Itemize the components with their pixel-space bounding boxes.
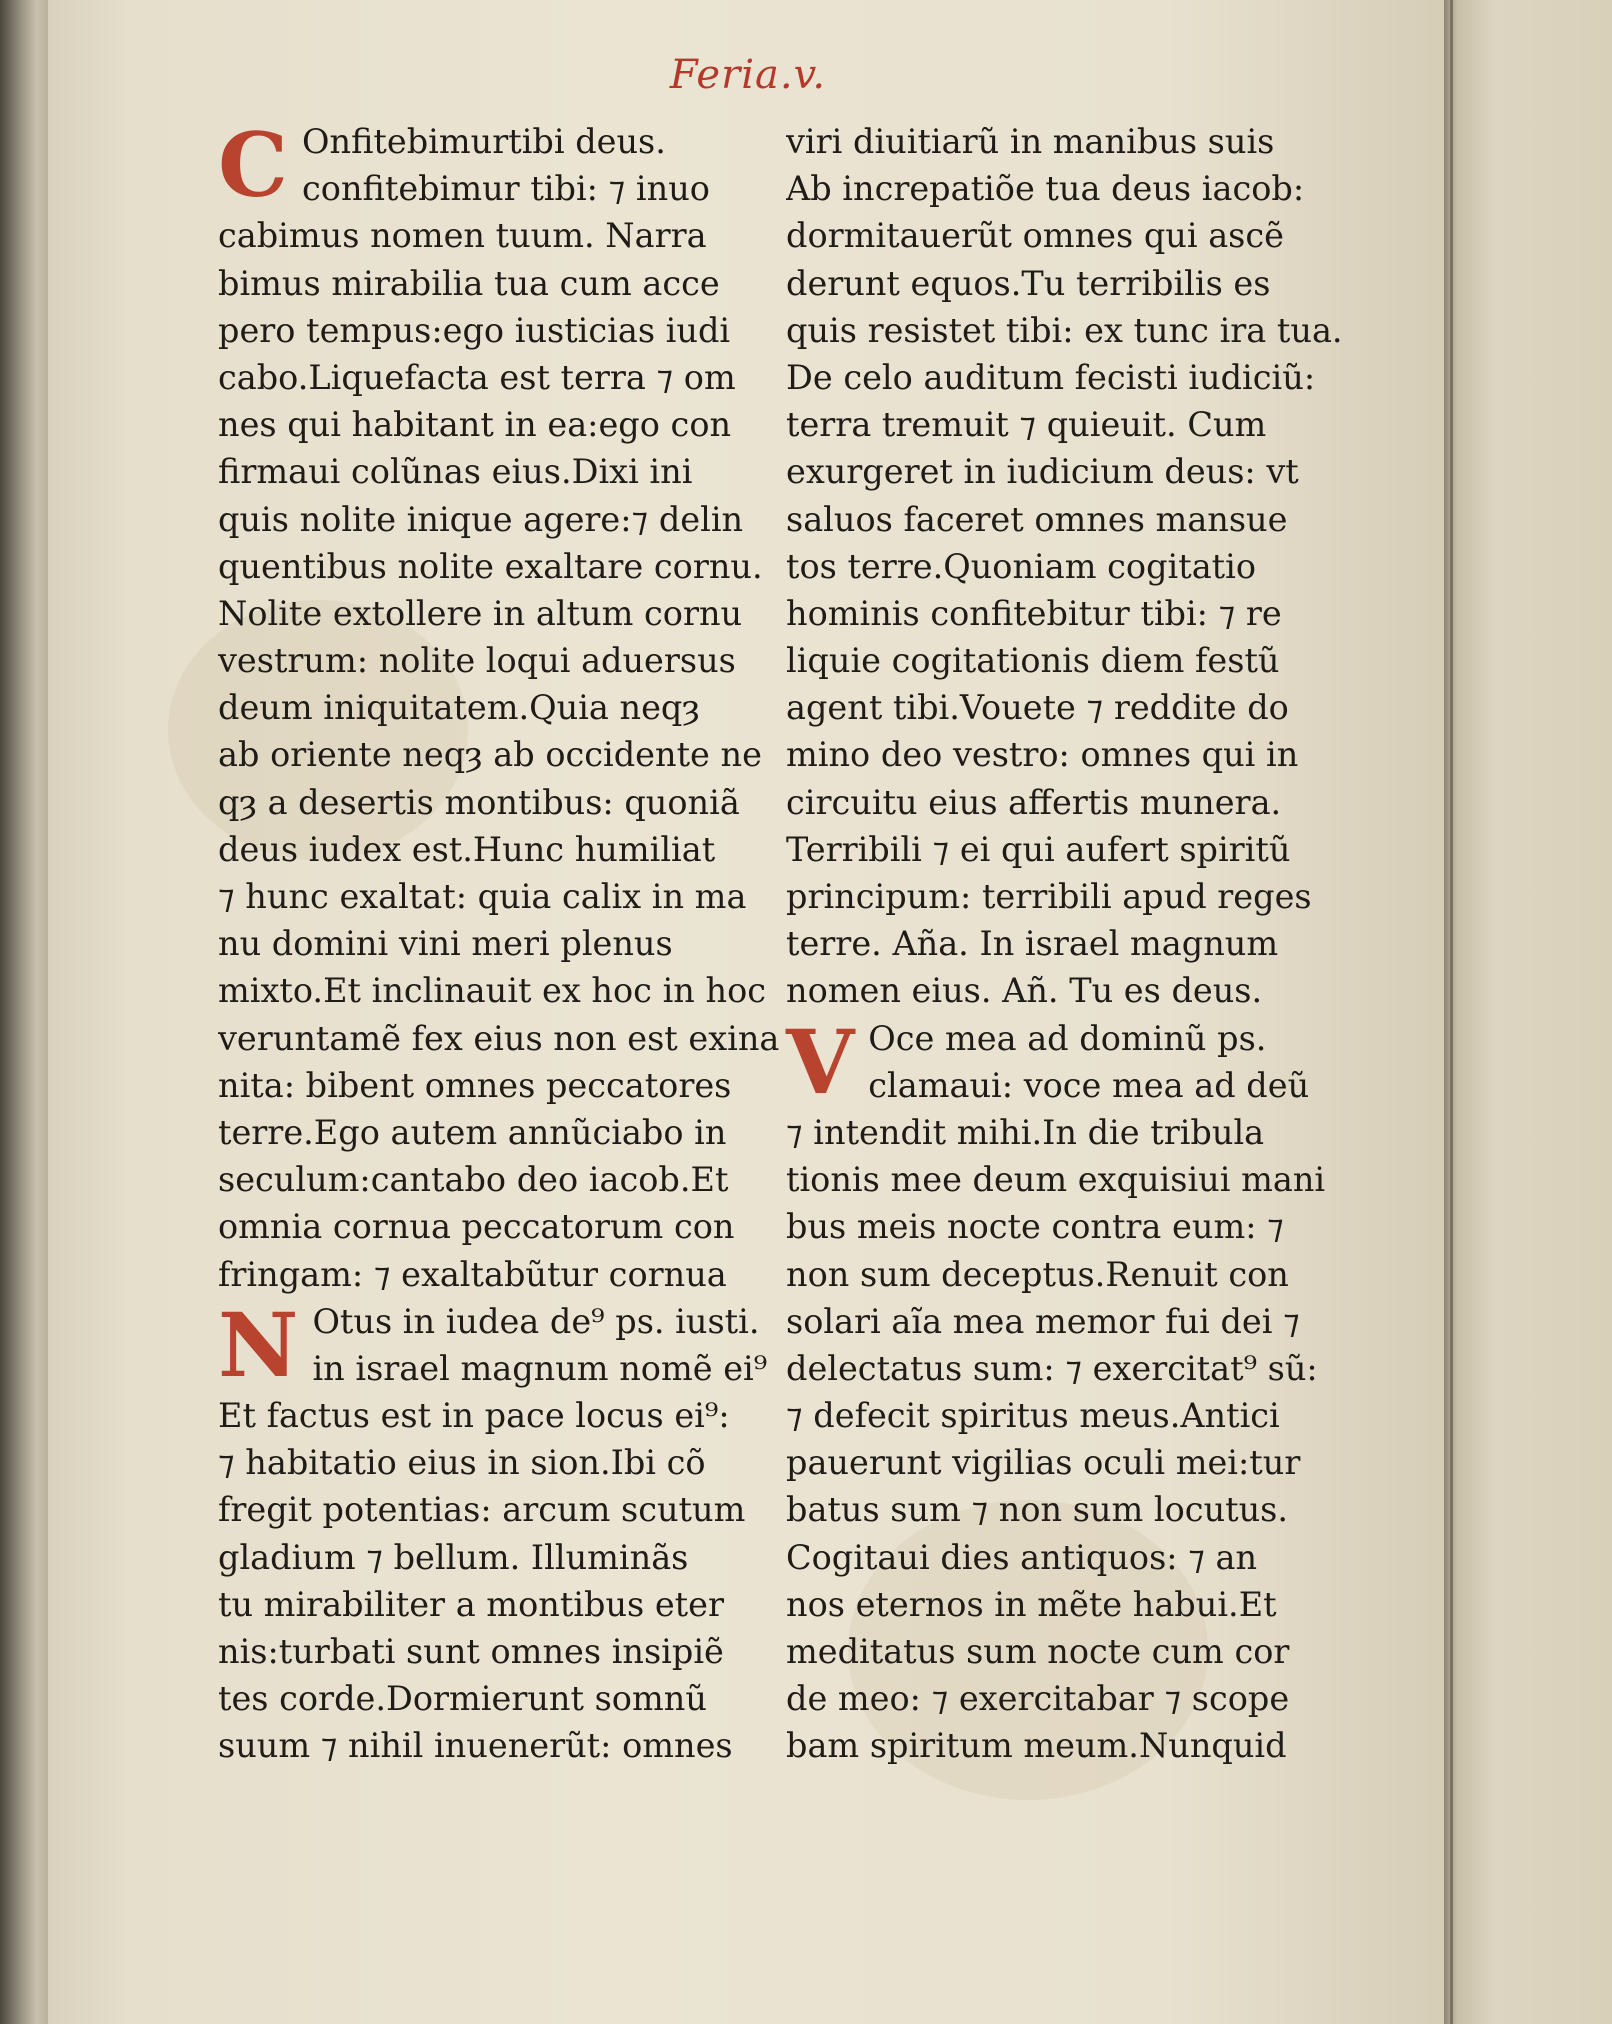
text-line: circuitu eius affertis munera. xyxy=(786,782,1282,822)
text-line: cabo.Liquefacta est terra ⁊ om xyxy=(218,357,736,397)
text-line: mixto.Et inclinauit ex hoc in hoc xyxy=(218,971,767,1011)
text-line: dormitauerũt omnes qui ascẽ xyxy=(786,216,1284,256)
text-line: tes corde.Dormierunt somnũ xyxy=(218,1679,707,1719)
right-column-lines xyxy=(786,118,1401,1015)
page-header: Feria.v. xyxy=(669,52,827,98)
text-line: delectatus sum: ⁊ exercitat⁹ sũ: xyxy=(786,1348,1318,1388)
drop-initial-2: N xyxy=(218,1292,299,1397)
text-line: pero tempus:ego iusticias iudi xyxy=(218,310,731,350)
text-line: nos eternos in mẽte habui.Et xyxy=(786,1584,1277,1624)
text-line: in israel magnum nomẽ ei⁹ xyxy=(312,1348,768,1388)
text-line: bus meis nocte contra eum: ⁊ xyxy=(786,1207,1284,1247)
text-line: Cogitaui dies antiquos: ⁊ an xyxy=(786,1537,1258,1577)
text-line: exurgeret in iudicium deus: vt xyxy=(786,452,1299,492)
text-line: pauerunt vigilias oculi mei:tur xyxy=(786,1443,1301,1483)
text-line: solari aĩa mea memor fui dei ⁊ xyxy=(786,1301,1300,1341)
text-line: suum ⁊ nihil inuenerũt: omnes xyxy=(218,1726,733,1766)
text-line: non sum deceptus.Renuit con xyxy=(786,1254,1289,1294)
text-line: mino deo vestro: omnes qui in xyxy=(786,735,1299,775)
text-line: vestrum: nolite loqui aduersus xyxy=(218,641,736,681)
text-line: Oce mea ad dominũ ps. xyxy=(868,1018,1267,1058)
text-line: meditatus sum nocte cum cor xyxy=(786,1632,1290,1671)
text-line: nu domini vini meri plenus xyxy=(218,924,673,964)
text-line: nita: bibent omnes peccatores xyxy=(218,1065,732,1105)
text-line: liquie cogitationis diem festũ xyxy=(786,641,1280,681)
text-line: Ab increpatiõe tua deus iacob: xyxy=(786,169,1305,209)
right-column xyxy=(786,118,1401,1770)
text-line: deus iudex est.Hunc humiliat xyxy=(218,829,716,869)
text-line: De celo auditum fecisti iudiciũ: xyxy=(786,357,1316,397)
text-line: Terribili ⁊ ei qui aufert spiritũ xyxy=(786,829,1291,869)
text-line: nis:turbati sunt omnes insipiẽ xyxy=(218,1632,724,1671)
text-line: tionis mee deum exquisiui mani xyxy=(786,1160,1326,1200)
text-line: nomen eius. Añ. Tu es deus. xyxy=(786,971,1263,1011)
text-line: viri diuitiarũ in manibus suis xyxy=(786,122,1275,161)
left-column-lines-2 xyxy=(218,1292,818,1770)
text-line: Otus in iudea de⁹ ps. iusti. xyxy=(312,1301,760,1341)
text-line: nes qui habitant in ea:ego con xyxy=(218,405,732,445)
text-line: terra tremuit ⁊ quieuit. Cum xyxy=(786,405,1267,445)
text-line: Et factus est in pace locus ei⁹: xyxy=(218,1396,730,1436)
text-line: clamaui: voce mea ad deũ xyxy=(868,1065,1310,1105)
text-line: firmaui colũnas eius.Dixi ini xyxy=(218,452,693,492)
text-line: tos terre.Quoniam cogitatio xyxy=(786,546,1257,586)
left-column-lines xyxy=(218,113,818,1298)
text-line: quentibus nolite exaltare cornu. xyxy=(218,546,763,586)
text-line: ⁊ hunc exaltat: quia calix in ma xyxy=(218,877,747,916)
text-line: agent tibi.Vouete ⁊ reddite do xyxy=(786,688,1289,728)
drop-initial: C xyxy=(218,113,289,217)
text-line: tu mirabiliter a montibus eter xyxy=(218,1584,724,1624)
left-column xyxy=(218,113,818,1770)
text-line: fregit potentias: arcum scutum xyxy=(218,1490,746,1530)
text-line: bam spiritum meum.Nunquid xyxy=(786,1726,1287,1766)
text-line: bimus mirabilia tua cum acce xyxy=(218,263,720,303)
text-line: confitebimur tibi: ⁊ inuo xyxy=(302,169,710,209)
book-page xyxy=(48,0,1448,2024)
text-line: cabimus nomen tuum. Narra xyxy=(218,216,707,256)
left-book-edge xyxy=(0,0,52,2024)
text-line: ⁊ habitatio eius in sion.Ibi cõ xyxy=(218,1443,706,1483)
drop-initial-3: V xyxy=(786,1009,855,1114)
text-line: batus sum ⁊ non sum locutus. xyxy=(786,1490,1289,1530)
text-line: hominis confitebitur tibi: ⁊ re xyxy=(786,593,1282,633)
text-line: deum iniquitatem.Quia neqȝ xyxy=(218,688,700,728)
text-line: gladium ⁊ bellum. Illuminãs xyxy=(218,1537,689,1577)
text-line: quis resistet tibi: ex tunc ira tua. xyxy=(786,310,1343,350)
text-line: seculum:cantabo deo iacob.Et xyxy=(218,1160,729,1200)
facing-page-edge xyxy=(1444,0,1612,2024)
text-line: terre.Ego autem annũciabo in xyxy=(218,1112,727,1152)
text-line: veruntamẽ fex eius non est exina xyxy=(218,1018,780,1058)
text-line: ⁊ defecit spiritus meus.Antici xyxy=(786,1396,1280,1436)
text-line: saluos faceret omnes mansue xyxy=(786,499,1288,539)
text-line: de meo: ⁊ exercitabar ⁊ scope xyxy=(786,1679,1290,1719)
text-line: Onfitebimurtibi deus. xyxy=(302,122,666,161)
text-line: fringam: ⁊ exaltabũtur cornua xyxy=(218,1254,727,1294)
text-line: ⁊ intendit mihi.In die tribula xyxy=(786,1112,1265,1152)
text-line: qȝ a desertis montibus: quoniã xyxy=(218,782,740,822)
text-line: ab oriente neqȝ ab occidente ne xyxy=(218,735,762,775)
text-line: quis nolite inique agere:⁊ delin xyxy=(218,499,744,539)
text-line: derunt equos.Tu terribilis es xyxy=(786,263,1271,303)
text-line: terre. Aña. In israel magnum xyxy=(786,924,1279,964)
right-column-lines-2 xyxy=(786,1009,1401,1770)
gutter xyxy=(1450,0,1453,2024)
text-line: Nolite extollere in altum cornu xyxy=(218,593,743,633)
text-line: principum: terribili apud reges xyxy=(786,877,1312,916)
text-line: omnia cornua peccatorum con xyxy=(218,1207,735,1247)
